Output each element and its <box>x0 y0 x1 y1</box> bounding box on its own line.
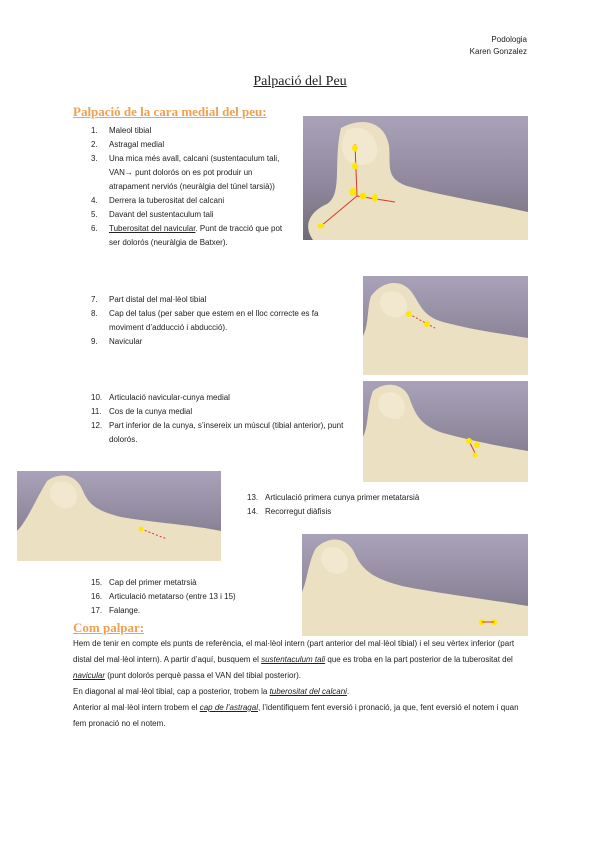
list-group-1 <box>91 124 291 250</box>
section-heading-medial: Palpació de la cara medial del peu: <box>73 104 267 119</box>
body-paragraph: Hem de tenir en compte els punts de referència, el mal·lèol intern (part anterior del mal·lèol tibial) i el seu vèrtex inferior (part distal del mal·lèol intern). A partir d’aquí, busquem el sustentaculum tali que es troba en la part posterior de la tuberositat del navicular (punt dolorós perquè passa el VAN del tibial posterior). En diagonal al mal·lèol tibial, cap a posterior, trobem la tuberositat del calcani. Anterior al mal·lèol intern trobem el cap de l’astragal, l’identifiquem fent eversió i pronació, ja que, fent eversió el notem i quan fem pronació no el notem. <box>73 639 519 728</box>
foot-photo-3 <box>363 381 528 482</box>
list-item: 9. Navicular <box>91 337 143 346</box>
list-item: 10. Articulació navicular-cunya medial <box>91 393 230 402</box>
header-subject: Podologia <box>491 35 527 44</box>
list-item: 3. Una mica més avall, calcani (sustentaculum tali, VAN→ punt dolorós on es pot produir un atrapament nerviós (neuràlgia del túnel tarsià)) <box>91 154 280 191</box>
section-heading-how-to: Com palpar: <box>73 620 145 635</box>
list-item: 11. Cos de la cunya medial <box>91 407 193 416</box>
list-item: 5. Davant del sustentaculum tali <box>91 210 214 219</box>
list-item: 12. Part inferior de la cunya, s’insereix un múscul (tibial anterior), punt dolorós. <box>91 421 344 444</box>
page-title: Palpació del Peu <box>253 74 347 89</box>
foot-photo-5 <box>302 534 528 636</box>
header <box>470 34 527 58</box>
foot-photo-1 <box>303 116 528 240</box>
list-item: 2. Astragal medial <box>91 140 165 149</box>
list-item: 15. Cap del primer metatrsià <box>91 578 197 587</box>
list-item: 14. Recorregut diàfisis <box>247 507 332 516</box>
list-group-2 <box>91 293 353 349</box>
list-group-3 <box>91 391 353 447</box>
foot-photo-4 <box>17 471 221 561</box>
foot-photo-2 <box>363 276 528 375</box>
header-author: Karen Gonzalez <box>469 47 527 56</box>
list-item: 17. Falange. <box>91 606 141 615</box>
list-item: 4. Derrera la tuberositat del calcani <box>91 196 225 205</box>
list-group-5 <box>91 576 291 618</box>
list-item: 16. Articulació metatarso (entre 13 i 15) <box>91 592 236 601</box>
list-group-4 <box>247 491 487 519</box>
list-item: 8. Cap del talus (per saber que estem en el lloc correcte es fa moviment d’adducció i abducció). <box>91 309 319 332</box>
list-item: 13. Articulació primera cunya primer metatarsià <box>247 493 420 502</box>
list-item: 7. Part distal del mal·lèol tibial <box>91 295 207 304</box>
list-item: 6. Tuberositat del navicular. Punt de tracció que pot ser dolorós (neuràlgia de Batxer). <box>91 224 283 247</box>
list-item: 1. Maleol tibial <box>91 126 152 135</box>
